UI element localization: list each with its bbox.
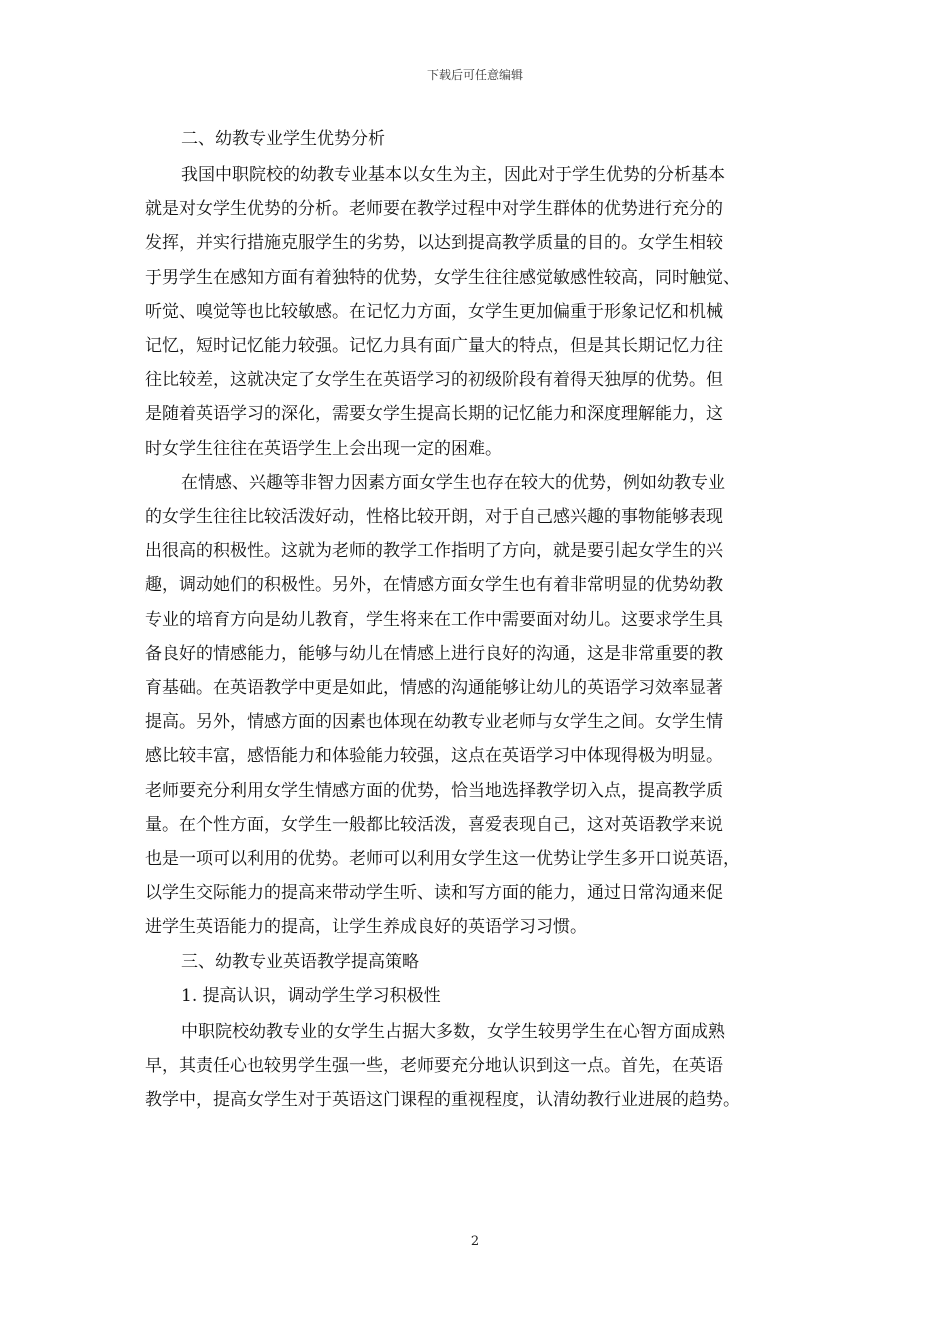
paragraph-line: 往比较差，这就决定了女学生在英语学习的初级阶段有着得天独厚的优势。但 [145,370,723,391]
paragraph-line: 育基础。在英语教学中更是如此，情感的沟通能够让幼儿的英语学习效率显著 [145,678,723,699]
page-header: 下载后可任意编辑 [426,68,523,82]
paragraph-line: 专业的培育方向是幼儿教育，学生将来在工作中需要面对幼儿。这要求学生具 [145,609,723,630]
paragraph-line: 听觉、嗅觉等也比较敏感。在记忆力方面，女学生更加偏重于形象记忆和机械 [145,301,723,322]
paragraph-line: 量。在个性方面，女学生一般都比较活泼，喜爱表现自己，这对英语教学来说 [145,814,723,835]
paragraph-line: 就是对女学生优势的分析。老师要在教学过程中对学生群体的优势进行充分的 [145,199,723,220]
paragraph-2 [145,466,825,945]
paragraph-line: 早，其责任心也较男学生强一些，老师要充分地认识到这一点。首先，在英语 [145,1055,723,1076]
paragraph-1 [145,158,825,466]
paragraph-line: 在情感、兴趣等非智力因素方面女学生也存在较大的优势，例如幼教专业 [181,472,725,493]
paragraph-line: 我国中职院校的幼教专业基本以女生为主，因此对于学生优势的分析基本 [181,165,725,185]
paragraph-3 [145,1015,825,1118]
subsection-heading-1: 1. 提高认识，调动学生学习积极性 [181,985,441,1006]
paragraph-line: 提高。另外，情感方面的因素也体现在幼教专业老师与女学生之间。女学生情 [145,712,723,733]
paragraph-line: 以学生交际能力的提高来带动学生听、读和写方面的能力，通过日常沟通来促 [145,883,723,904]
section-heading-2: 二、幼教专业学生优势分析 [181,129,385,149]
paragraph-line: 进学生英语能力的提高，让学生养成良好的英语学习习惯。 [145,917,587,938]
paragraph-line: 于男学生在感知方面有着独特的优势，女学生往往感觉敏感性较高，同时触觉、 [145,267,740,288]
document-body [145,124,825,1117]
paragraph-line: 出很高的积极性。这就为老师的教学工作指明了方向，就是要引起女学生的兴 [145,541,723,562]
paragraph-line: 的女学生往往比较活泼好动，性格比较开朗，对于自己感兴趣的事物能够表现 [145,507,723,528]
paragraph-line: 中职院校幼教专业的女学生占据大多数，女学生较男学生在心智方面成熟 [181,1021,725,1042]
page-number: 2 [470,1234,480,1249]
paragraph-line: 时女学生往往在英语学生上会出现一定的困难。 [145,438,502,459]
paragraph-line: 是随着英语学习的深化，需要女学生提高长期的记忆能力和深度理解能力，这 [145,404,723,425]
paragraph-line: 教学中，提高女学生对于英语这门课程的重视程度，认清幼教行业进展的趋势。 [145,1090,740,1111]
paragraph-line: 也是一项可以利用的优势。老师可以利用女学生这一优势让学生多开口说英语， [145,849,740,870]
section-heading-3: 三、幼教专业英语教学提高策略 [181,951,419,972]
paragraph-line: 感比较丰富，感悟能力和体验能力较强，这点在英语学习中体现得极为明显。 [145,746,723,767]
paragraph-line: 发挥，并实行措施克服学生的劣势，以达到提高教学质量的目的。女学生相较 [145,233,723,254]
paragraph-line: 老师要充分利用女学生情感方面的优势，恰当地选择教学切入点，提高教学质 [145,780,723,801]
paragraph-line: 趣，调动她们的积极性。另外，在情感方面女学生也有着非常明显的优势幼教 [145,575,723,596]
paragraph-line: 记忆，短时记忆能力较强。记忆力具有面广量大的特点，但是其长期记忆力往 [145,336,723,357]
paragraph-line: 备良好的情感能力，能够与幼儿在情感上进行良好的沟通，这是非常重要的教 [145,643,723,664]
